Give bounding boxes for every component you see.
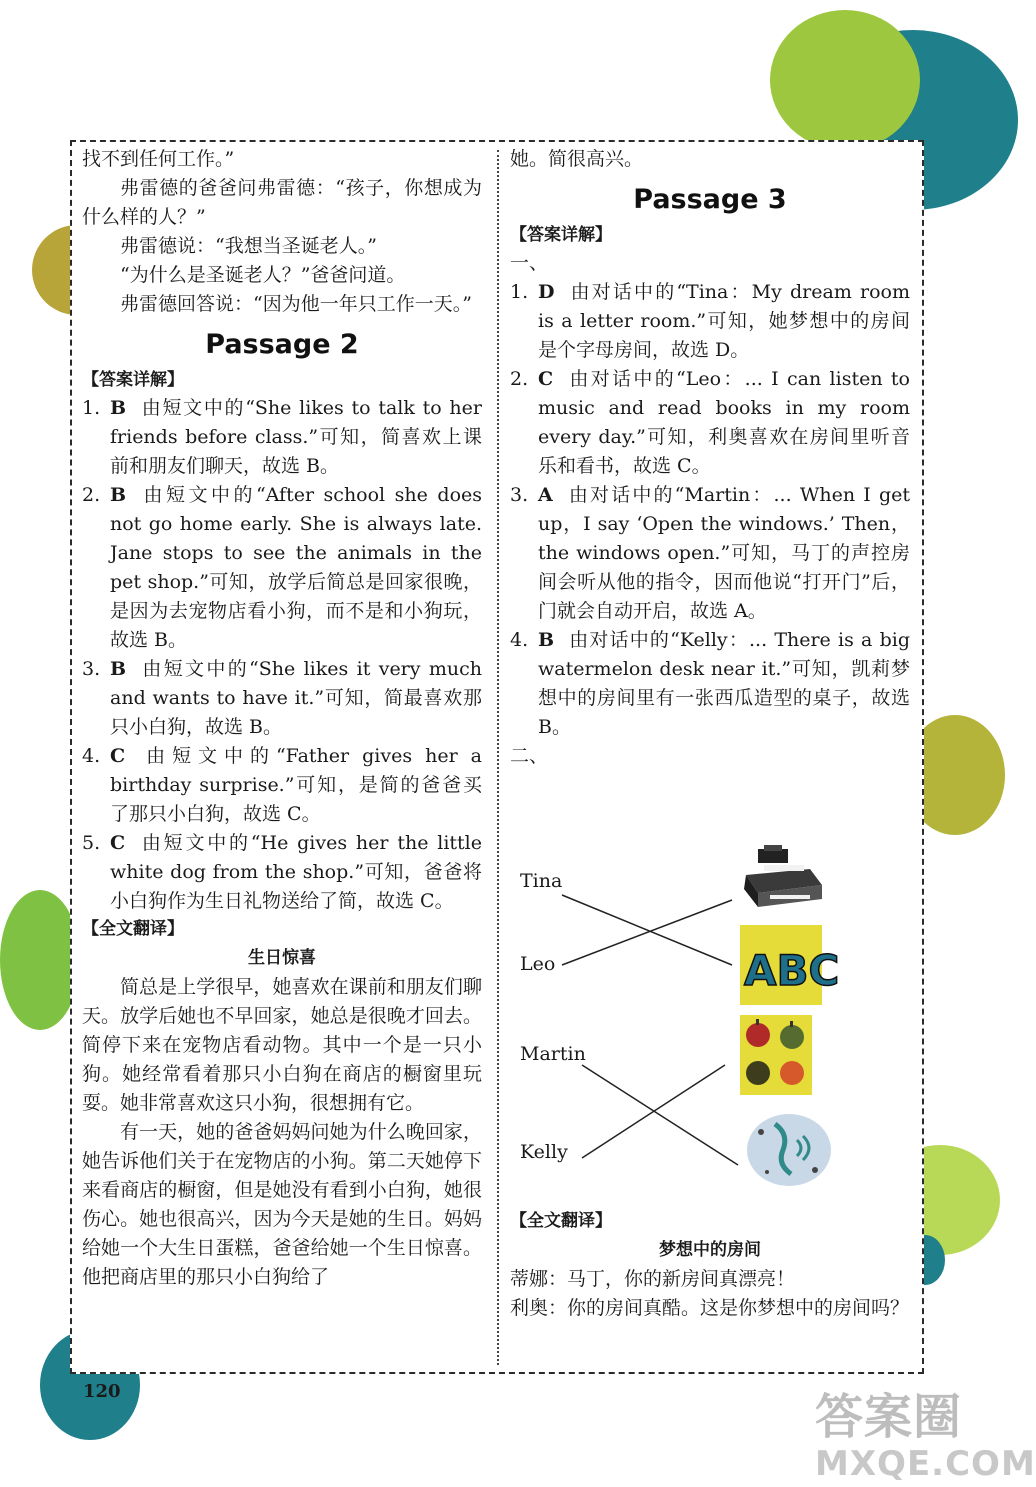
answer-letter: C (110, 832, 126, 854)
letters-abc-icon (740, 925, 840, 1005)
answer-explanation: 由对话中的“Leo：... I can listen to music and read books in my room every day.”可知，利奥喜欢在房间里听音乐和看书，故选 C。 (538, 368, 910, 477)
part-one-label: 一、 (510, 252, 549, 274)
matching-exercise (510, 840, 910, 1200)
match-name-leo: Leo (520, 953, 556, 975)
answer-number: 2. (82, 484, 101, 506)
translation-title: 梦想中的房间 (659, 1240, 761, 1260)
dialog-text: 你的房间真酷。这是你梦想中的房间吗？ (567, 1297, 910, 1319)
decor-circle-green-top (770, 10, 920, 150)
answer-explanation: 由对话中的“Tina：My dream room is a letter room.”可知，她梦想中的房间是个字母房间，故选 D。 (538, 281, 910, 361)
answer-number: 5. (82, 832, 101, 854)
column-divider (497, 150, 499, 1365)
answer-item (82, 655, 482, 742)
fruit-desk-icon (740, 1015, 812, 1095)
right-column (510, 145, 910, 771)
intro-line-1: 找不到任何工作。” (82, 148, 235, 170)
translation-section-tag: 【全文翻译】 (82, 919, 184, 939)
answer-explanation: 由短文中的“She likes to talk to her friends before class.”可知，简喜欢上课前和朋友们聊天，故选 B。 (110, 397, 482, 477)
decor-circle-green-left (0, 890, 80, 1030)
answer-explanation: 由短文中的“She likes it very much and wants to have it.”可知，简最喜欢那只小白狗，故选 B。 (110, 658, 482, 738)
answer-number: 4. (510, 629, 529, 651)
dialog-line (510, 1294, 910, 1323)
bookshelf-icon (740, 845, 826, 913)
match-name-tina: Tina (520, 870, 563, 892)
translation-title: 生日惊喜 (248, 948, 316, 968)
answer-number: 3. (82, 658, 101, 680)
answer-number: 2. (510, 368, 529, 390)
right-translation-block (510, 1208, 910, 1323)
intro-line-2: 弗雷德的爸爸问弗雷德：“孩子，你想成为什么样的人？” (82, 177, 482, 228)
answer-number: 1. (510, 281, 529, 303)
match-name-kelly: Kelly (520, 1141, 568, 1163)
answer-item (82, 742, 482, 829)
watermark-bottom: MXQE.COM (815, 1444, 1036, 1484)
passage-2-title: Passage 2 (205, 329, 359, 360)
dialog-line (510, 1265, 910, 1294)
answer-letter: B (110, 484, 127, 506)
answer-letter: B (110, 658, 127, 680)
dialog-text: 马丁，你的新房间真漂亮！ (567, 1268, 796, 1290)
answer-explanation: 由短文中的“After school she does not go home early. She is always late. Jane stops to see the animals in the pet shop.”可知，放学后简总是回家很晚，是因为去宠物店看小狗，而不是和小狗玩，故选 B。 (110, 484, 482, 651)
answer-section-tag: 【答案详解】 (82, 370, 184, 390)
intro-line-3: 弗雷德说：“我想当圣诞老人。” (120, 235, 377, 257)
answer-item (510, 626, 910, 742)
match-name-martin: Martin (520, 1043, 586, 1065)
intro-line-5: 弗雷德回答说：“因为他一年只工作一天。” (120, 293, 472, 315)
answer-explanation: 由对话中的“Martin：... When I get up，I say ‘Open the windows.’ Then，the windows open.”可知，马丁的声控房间会听从他的指令，因而他说“打开门”后，门就会自动开启，故选 A。 (538, 484, 910, 622)
dialog-speaker: 利奥： (510, 1297, 568, 1319)
left-column (82, 145, 482, 1292)
answer-item (82, 829, 482, 916)
intro-line-4: “为什么是圣诞老人？”爸爸问道。 (120, 264, 406, 286)
answer-item (510, 481, 910, 626)
page-number: 120 (83, 1381, 121, 1402)
watermark (815, 1390, 1036, 1484)
abc-letters: ABC (744, 946, 840, 995)
translation-section-tag: 【全文翻译】 (510, 1211, 612, 1231)
answer-letter: C (538, 368, 554, 390)
voice-control-icon (745, 1110, 833, 1190)
answer-section-tag: 【答案详解】 (510, 225, 612, 245)
answer-explanation: 由短文中的“Father gives her a birthday surprise.”可知，是简的爸爸买了那只小白狗，故选 C。 (110, 745, 482, 825)
answer-item (510, 365, 910, 481)
answer-item (82, 481, 482, 655)
answer-number: 4. (82, 745, 101, 767)
translation-paragraph: 有一天，她的爸爸妈妈问她为什么晚回家，她告诉他们关于在宠物店的小狗。第二天她停下来看商店的橱窗，但是她没有看到小白狗，她很伤心。她也很高兴，因为今天是她的生日。妈妈给她一个大生日蛋糕，爸爸给她一个生日惊喜。他把商店里的那只小白狗给了 (82, 1121, 482, 1288)
answer-item (510, 278, 910, 365)
dialog-speaker: 蒂娜： (510, 1268, 568, 1290)
passage-3-title: Passage 3 (633, 184, 787, 215)
watermark-top: 答案圈 (815, 1389, 963, 1445)
answer-letter: C (110, 745, 126, 767)
answer-number: 3. (510, 484, 529, 506)
answer-letter: A (538, 484, 553, 506)
answer-letter: B (110, 397, 127, 419)
answer-explanation: 由短文中的“He gives her the little white dog from the shop.”可知，爸爸将小白狗作为生日礼物送给了简，故选 C。 (110, 832, 482, 912)
matching-lines (510, 840, 910, 1200)
answer-letter: B (538, 629, 555, 651)
answer-letter: D (538, 281, 555, 303)
translation-paragraph: 简总是上学很早，她喜欢在课前和朋友们聊天。放学后她也不早回家，她总是很晚才回去。简停下来在宠物店看动物。其中一个是一只小狗。她经常看着那只小白狗在商店的橱窗里玩耍。她非常喜欢这只小狗，很想拥有它。 (82, 976, 482, 1114)
match-line-martin-voice (582, 1065, 738, 1165)
answer-number: 1. (82, 397, 101, 419)
continuation-line: 她。简很高兴。 (510, 148, 644, 170)
part-two-label: 二、 (510, 745, 549, 767)
answer-explanation: 由对话中的“Kelly：... There is a big watermelon desk near it.”可知，凯莉梦想中的房间里有一张西瓜造型的桌子，故选 B。 (538, 629, 910, 738)
answer-item (82, 394, 482, 481)
